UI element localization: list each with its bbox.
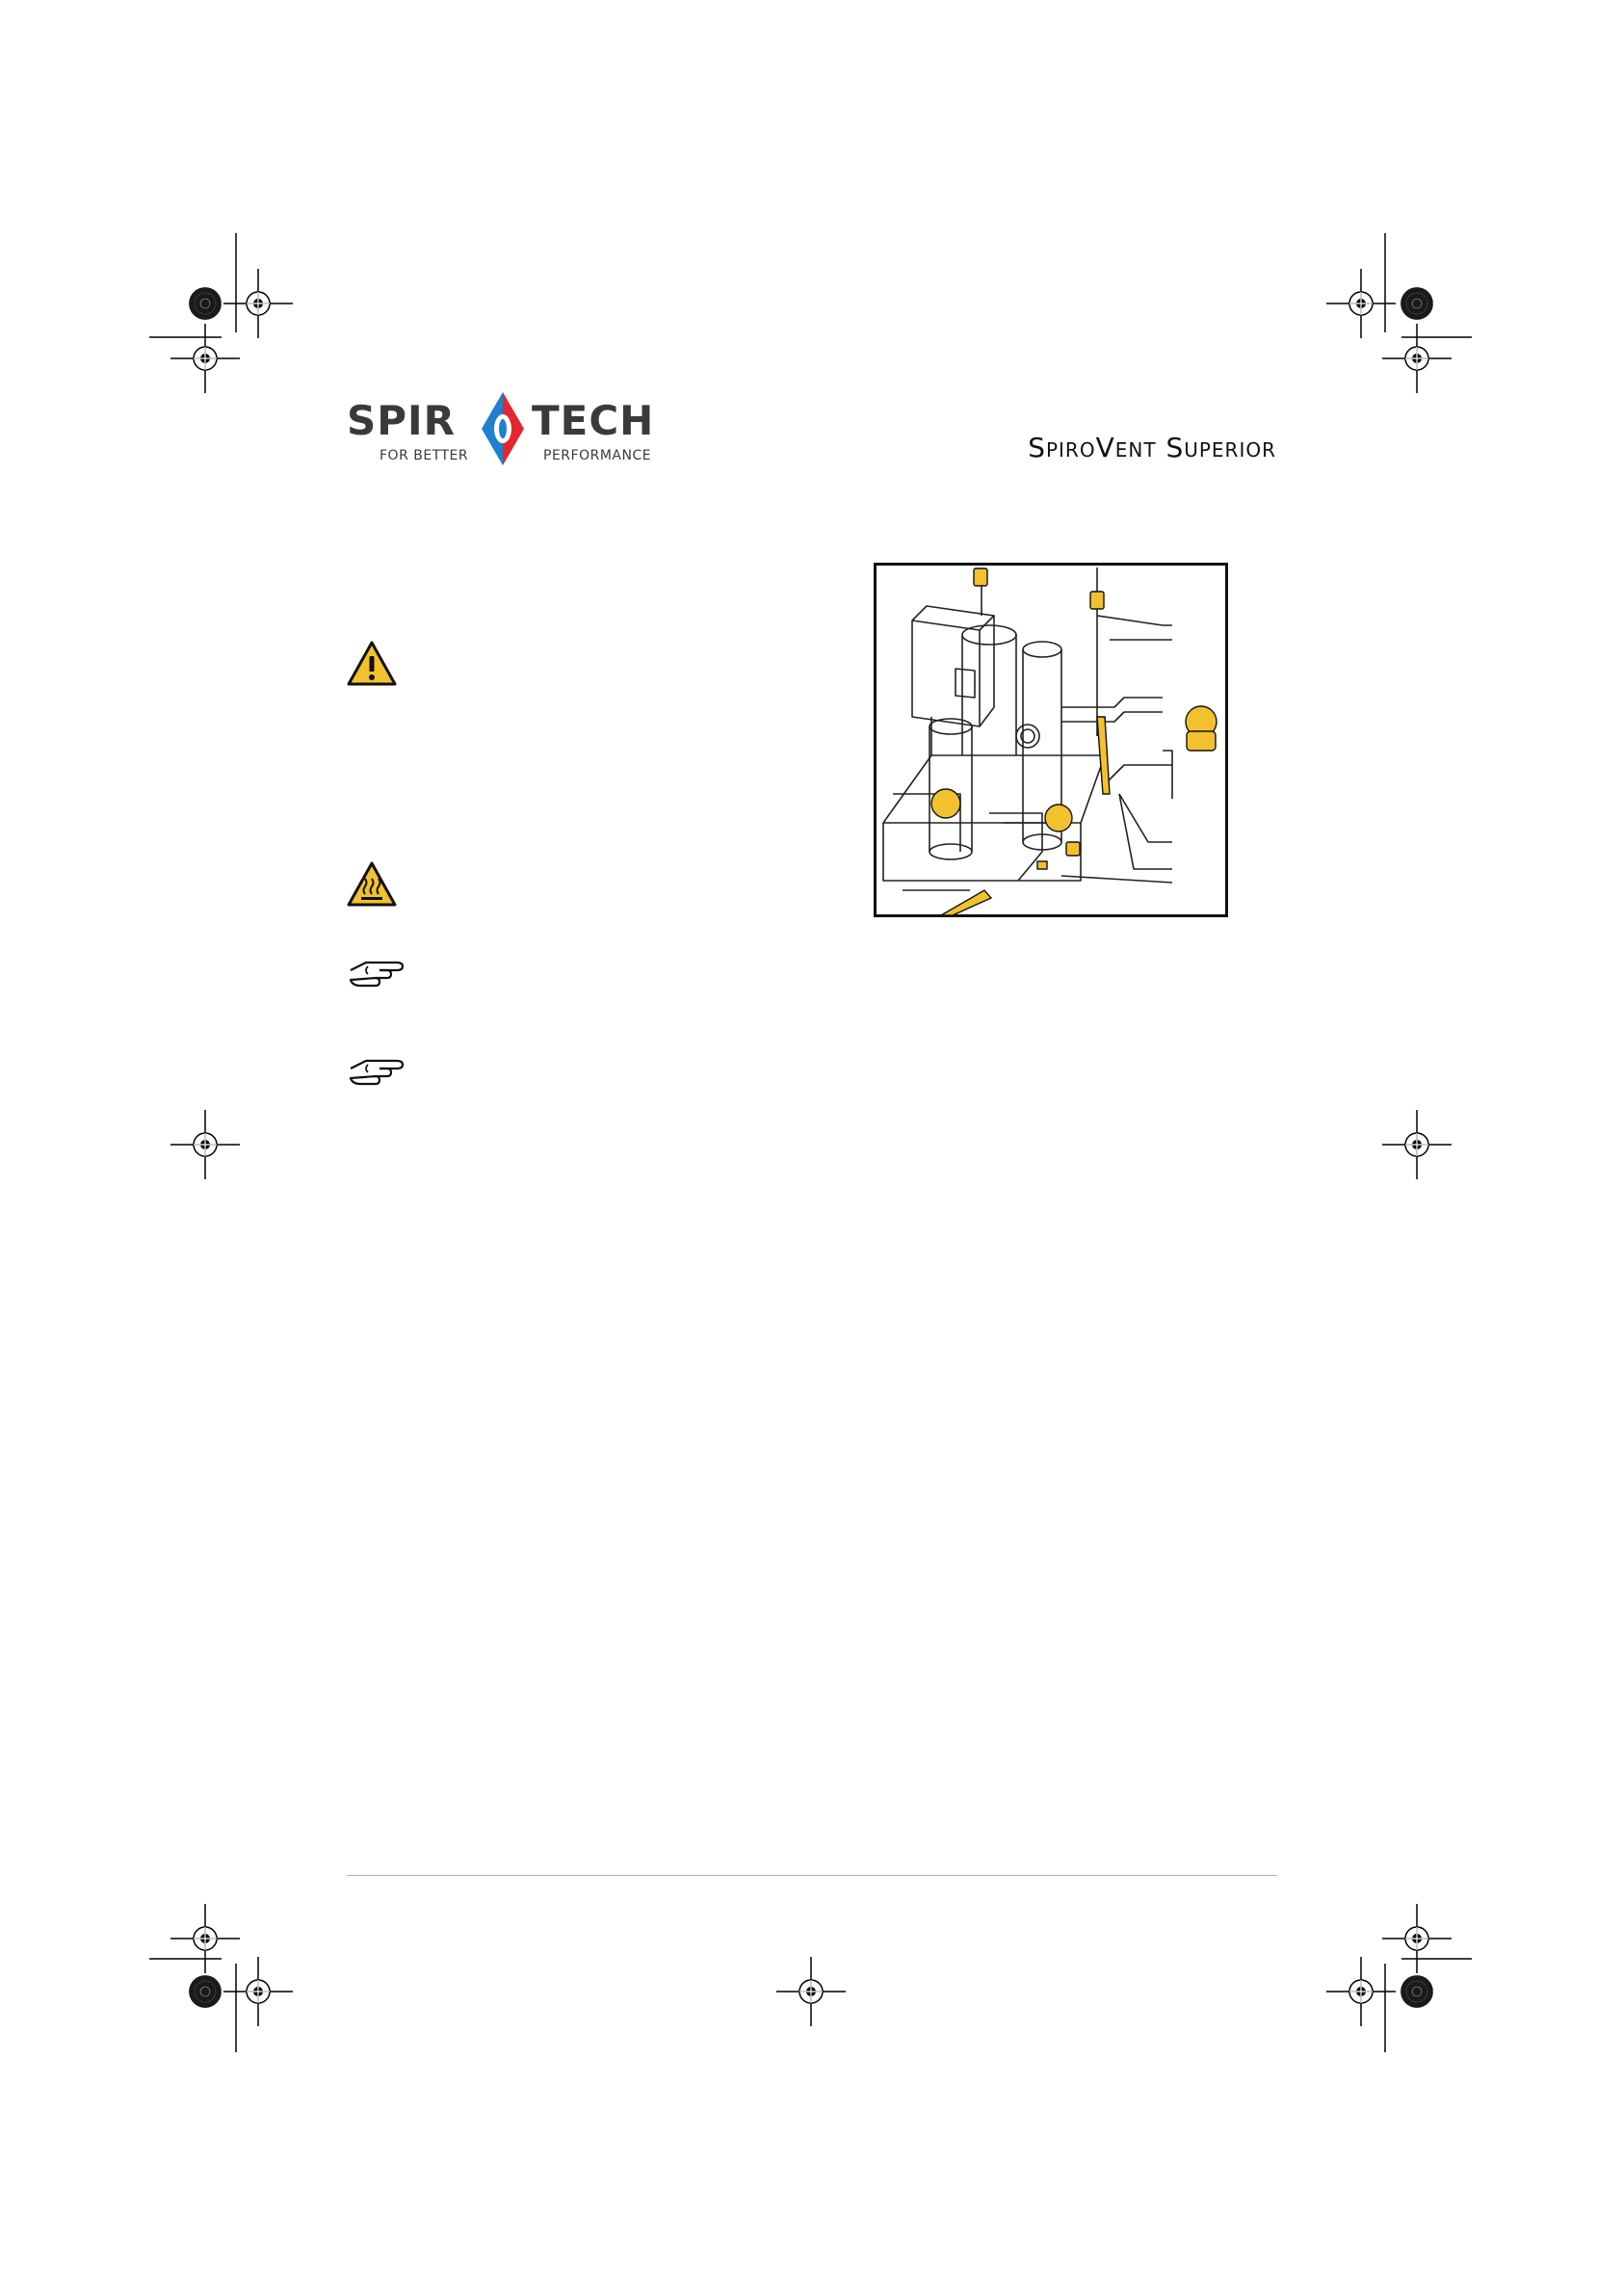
pointing-hand-note-icon [347, 957, 406, 991]
warning-triangle-icon [347, 641, 397, 687]
equipment-figure [874, 563, 1228, 917]
pointing-hand-note-icon [347, 1055, 406, 1090]
product-title: SpiroVent Superior [1028, 432, 1276, 463]
logo-right-word: TECH [532, 397, 655, 444]
hot-surface-warning-icon [347, 861, 397, 908]
logo-tagline-left: FOR BETTER [380, 448, 469, 463]
logo-left-word: SPIR [347, 397, 456, 444]
logo-diamond-icon [482, 392, 524, 465]
footer-divider [347, 1875, 1277, 1876]
spirotech-logo [347, 390, 679, 467]
logo-tagline-right: PERFORMANCE [543, 448, 652, 463]
